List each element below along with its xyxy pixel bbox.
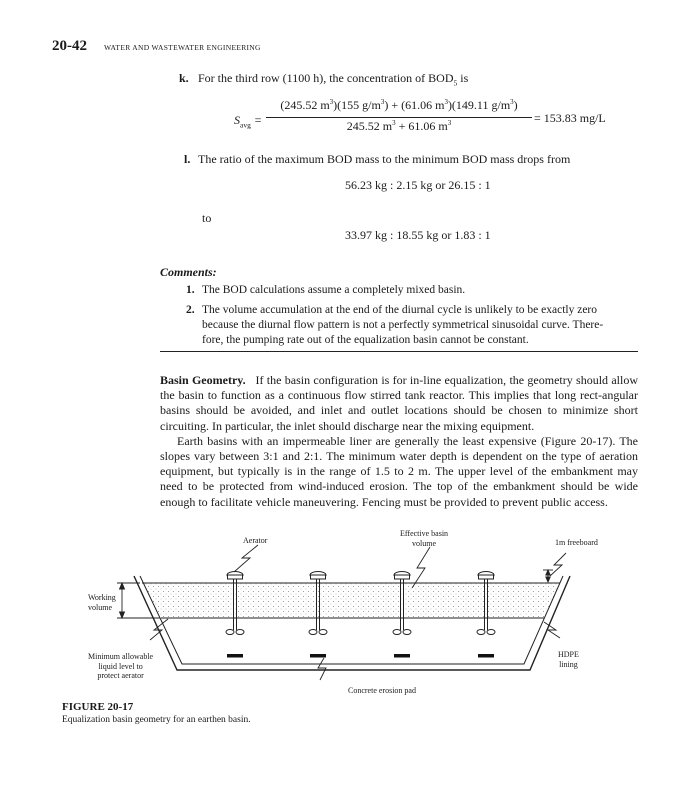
working-volume-region [142, 583, 560, 618]
equation-result: = 153.83 mg/L [534, 111, 606, 125]
concrete-pad [394, 654, 410, 658]
comment-2-number: 2. [186, 304, 195, 316]
item-k-text: For the third row (1100 h), the concentration of $BOD_5$ is [198, 71, 469, 88]
item-l-text: The ratio of the maximum BOD mass to the minimum BOD mass drops from [198, 152, 571, 166]
section-rule [160, 351, 638, 352]
effective-volume-leader [412, 547, 430, 588]
basin-geometry-paragraph-1: If the basin configuration is for in-line equalization, the geometry should allow the basin to function as a continuous flow stirred tank reactor. This implies that long rect-angular basins should be avoided, and inlet and outlet locations should be chosen to minimize short circuiting. In particular, the inlet should discharge near the mixing equipment. [160, 373, 639, 433]
figure-20-17 [82, 520, 622, 710]
equation-numerator: (245.52 $m^3)(155$ $g/m^3) + (61.06$ $m^3)(149.11$ $g/m^3$) [280, 98, 518, 112]
running-title: WATER AND WASTEWATER ENGINEERING [104, 43, 261, 52]
comment-1-text: The BOD calculations assume a completely mixed basin. [202, 284, 466, 296]
concrete-pad [310, 654, 326, 658]
page-number: 20-42 [52, 38, 87, 54]
concrete-pad [478, 654, 494, 658]
comment-1-number: 1. [186, 284, 195, 296]
equation-variable: $S_{avg}$ = [234, 113, 262, 130]
ratio-to: 33.97 kg : 18.55 kg or 1.83 : 1 [345, 228, 491, 242]
concrete-pad [227, 654, 243, 658]
effective-volume-label: Effective basin volume [400, 529, 449, 548]
basin-geometry-section [160, 373, 638, 510]
concrete-pad-label: Concrete erosion pad [348, 686, 416, 695]
ratio-to-word: to [202, 211, 212, 225]
figure-caption-title: FIGURE 20-17 [62, 701, 134, 713]
basin-geometry-paragraph-2: Earth basins with an impermeable liner are generally the least expensive (Figure 20-17). The slopes vary between 3:1 and 2:1. The minimum water depth is dependent on the type of aeration equipment, but typically is in the range of 1.5 to 2 m. The upper level of the embankment may need to be protected from wind-induced erosion. The top of the embankment should be wide enough to facilitate vehicle maneuvering. Fencing must be provided to prevent public access. [160, 433, 638, 509]
ratio-from: 56.23 kg : 2.15 kg or 26.15 : 1 [345, 178, 491, 192]
basin-geometry-heading: Basin Geometry. [160, 373, 246, 387]
fraction-bar [266, 117, 532, 118]
comments-heading: Comments: [160, 265, 217, 279]
item-l-label: l. [184, 152, 191, 166]
freeboard-dimension [543, 570, 553, 582]
aerator-leader [234, 545, 258, 572]
item-k-label: k. [179, 71, 189, 85]
figure-caption-text: Equalization basin geometry for an earthen basin. [62, 715, 251, 725]
equation-denominator: 245.52 $m^3 + 61.06$ $m^3$ [346, 119, 452, 133]
basin-diagram [82, 520, 622, 710]
comment-2-line-3: fore, the pumping rate out of the equalization basin cannot be constant. [202, 334, 529, 346]
minimum-level-label: Minimum allowable liquid level to protect aerator [88, 652, 154, 680]
hdpe-label: HDPE lining [558, 650, 579, 669]
working-volume-label: Working volume [88, 593, 116, 612]
freeboard-label: 1m freeboard [555, 538, 598, 547]
pad-leader [318, 658, 326, 680]
comment-2-line-1: The volume accumulation at the end of the diurnal cycle is unlikely to be exactly zero [202, 304, 598, 316]
comment-2-line-2: because the diurnal flow pattern is not a perfectly symmetrical sinusoidal curve. There- [202, 319, 604, 331]
aerator-label: Aerator [243, 536, 268, 545]
freeboard-leader [550, 553, 566, 576]
